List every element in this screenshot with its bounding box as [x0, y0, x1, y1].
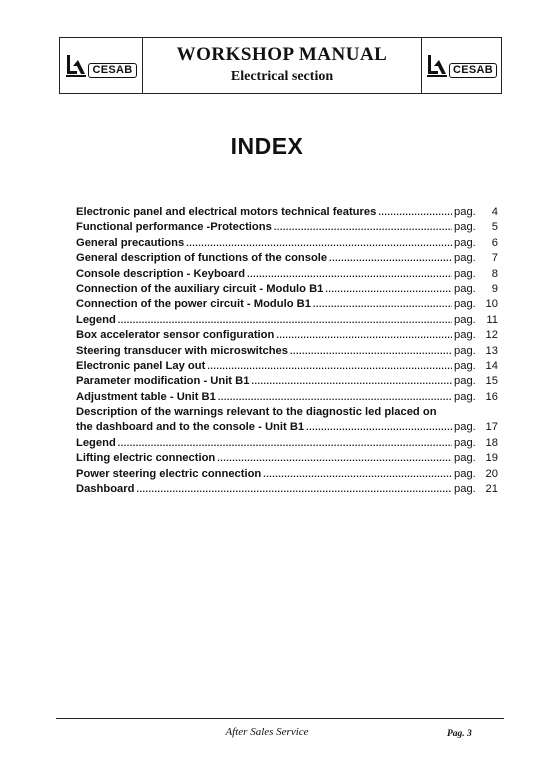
- logo-box-left: [60, 38, 143, 93]
- dot-leader: [306, 422, 452, 432]
- dot-leader: [217, 453, 452, 463]
- toc-entry: [76, 375, 498, 390]
- toc-entry-page: 17: [485, 421, 498, 434]
- dot-leader: [325, 284, 452, 294]
- toc-entry-title: Description of the warnings relevant to the diagnostic led placed on: [76, 406, 437, 419]
- logo-text: CESAB: [88, 63, 136, 78]
- logo-box-right: [421, 38, 501, 93]
- toc-entry: [76, 452, 498, 467]
- toc-entry: [76, 360, 498, 375]
- page-title: INDEX: [230, 133, 304, 159]
- toc-entry-page: 12: [485, 329, 498, 342]
- dot-leader: [313, 299, 452, 309]
- toc-entry-page: 19: [485, 452, 498, 465]
- toc-entry: [76, 391, 498, 406]
- toc-entry-title: Electronic panel and electrical motors technical features: [76, 206, 377, 218]
- toc-entry: [76, 314, 498, 329]
- dot-leader: [118, 315, 452, 325]
- toc-entry-page: 11: [486, 313, 498, 326]
- toc-entry: [76, 206, 498, 221]
- toc-entry-pag: pag.: [454, 221, 476, 234]
- dot-leader: [263, 469, 452, 479]
- toc-entry: [76, 298, 498, 313]
- toc-entry-page: 16: [485, 390, 498, 403]
- toc-entry-pag: pag.: [454, 206, 476, 218]
- toc-entry-title: Steering transducer with microswitches: [76, 344, 288, 357]
- toc-entry-pag: pag.: [454, 267, 476, 280]
- toc-entry: [76, 221, 498, 236]
- toc-entry-pag: pag.: [454, 436, 476, 449]
- toc-entry-title: General description of functions of the console: [76, 252, 328, 265]
- toc-entry-title: Lifting electric connection: [76, 452, 216, 465]
- toc-entry-pag: pag.: [454, 236, 476, 249]
- toc-entry-title: Box accelerator sensor configuration: [76, 329, 275, 342]
- toc-entry-page: 9: [491, 282, 498, 295]
- forklift-logo-icon: [426, 54, 448, 78]
- table-of-contents: [76, 206, 498, 498]
- toc-entry-title: Legend: [76, 436, 116, 449]
- dot-leader: [378, 207, 452, 217]
- toc-entry: [76, 483, 498, 498]
- forklift-logo-icon: [65, 54, 87, 78]
- toc-entry: [76, 329, 498, 344]
- dot-leader: [251, 376, 452, 386]
- footer-text: After Sales Service: [225, 726, 309, 738]
- toc-entry-title: Console description - Keyboard: [76, 267, 246, 280]
- toc-entry-pag: pag.: [454, 329, 476, 342]
- toc-entry-title: Electronic panel Lay out: [76, 359, 206, 372]
- toc-entry-pag: pag.: [454, 313, 476, 326]
- toc-entry-pag: pag.: [454, 252, 476, 265]
- toc-entry: [76, 468, 498, 483]
- toc-entry-page: 5: [491, 221, 498, 234]
- toc-entry: [76, 345, 498, 360]
- toc-entry-page: 18: [485, 436, 498, 449]
- toc-entry: [76, 237, 498, 252]
- toc-entry-pag: pag.: [454, 298, 476, 311]
- document-header: [59, 37, 502, 94]
- toc-entry-title: Power steering electric connection: [76, 467, 262, 480]
- toc-entry-page: 4: [491, 206, 498, 218]
- dot-leader: [186, 238, 452, 248]
- dot-leader: [329, 253, 452, 263]
- toc-entry-page: 10: [485, 298, 498, 311]
- manual-subtitle: Electrical section: [230, 69, 334, 84]
- toc-entry-title: Legend: [76, 313, 116, 326]
- cesab-logo: [65, 54, 136, 78]
- dot-leader: [207, 361, 452, 371]
- dot-leader: [247, 269, 452, 279]
- toc-entry-pag: pag.: [454, 452, 476, 465]
- toc-entry-title: Adjustment table - Unit B1: [76, 390, 216, 403]
- footer-divider: [56, 718, 504, 719]
- toc-entry-title: Functional performance -Protections: [76, 221, 272, 234]
- dot-leader: [274, 222, 452, 232]
- toc-entry: [76, 421, 498, 436]
- toc-entry-pag: pag.: [454, 390, 476, 403]
- toc-entry-title: Parameter modification - Unit B1: [76, 375, 250, 388]
- toc-entry-title: Connection of the power circuit - Modulo B1: [76, 298, 311, 311]
- toc-entry-pag: pag.: [454, 483, 476, 496]
- dot-leader: [290, 346, 452, 356]
- toc-entry-pag: pag.: [454, 344, 476, 357]
- page-number: Pag. 3: [447, 729, 472, 739]
- toc-entry-page: 20: [485, 467, 498, 480]
- toc-entry: [76, 252, 498, 267]
- toc-entry-pag: pag.: [454, 359, 476, 372]
- toc-entry-pag: pag.: [454, 282, 476, 295]
- toc-entry-page: 6: [491, 236, 498, 249]
- toc-entry-page: 7: [491, 252, 498, 265]
- toc-entry-multiline-first: [76, 406, 498, 421]
- dot-leader: [136, 484, 452, 494]
- header-title-box: [143, 38, 421, 93]
- dot-leader: [118, 438, 452, 448]
- toc-entry-page: 15: [485, 375, 498, 388]
- toc-entry-pag: pag.: [454, 421, 476, 434]
- dot-leader: [276, 330, 452, 340]
- toc-entry: [76, 283, 498, 298]
- toc-entry-page: 14: [485, 359, 498, 372]
- toc-entry-pag: pag.: [454, 375, 476, 388]
- toc-entry-title: the dashboard and to the console - Unit B1: [76, 421, 305, 434]
- toc-entry-page: 13: [485, 344, 498, 357]
- toc-entry: [76, 268, 498, 283]
- toc-entry-page: 8: [491, 267, 498, 280]
- cesab-logo: [426, 54, 497, 78]
- logo-text: CESAB: [449, 63, 497, 78]
- toc-entry-page: 21: [485, 483, 498, 496]
- dot-leader: [218, 392, 452, 402]
- manual-title: WORKSHOP MANUAL: [176, 44, 388, 65]
- toc-entry-pag: pag.: [454, 467, 476, 480]
- toc-entry-title: Dashboard: [76, 483, 135, 496]
- toc-entry-title: Connection of the auxiliary circuit - Modulo B1: [76, 282, 324, 295]
- toc-entry: [76, 437, 498, 452]
- toc-entry-title: General precautions: [76, 236, 185, 249]
